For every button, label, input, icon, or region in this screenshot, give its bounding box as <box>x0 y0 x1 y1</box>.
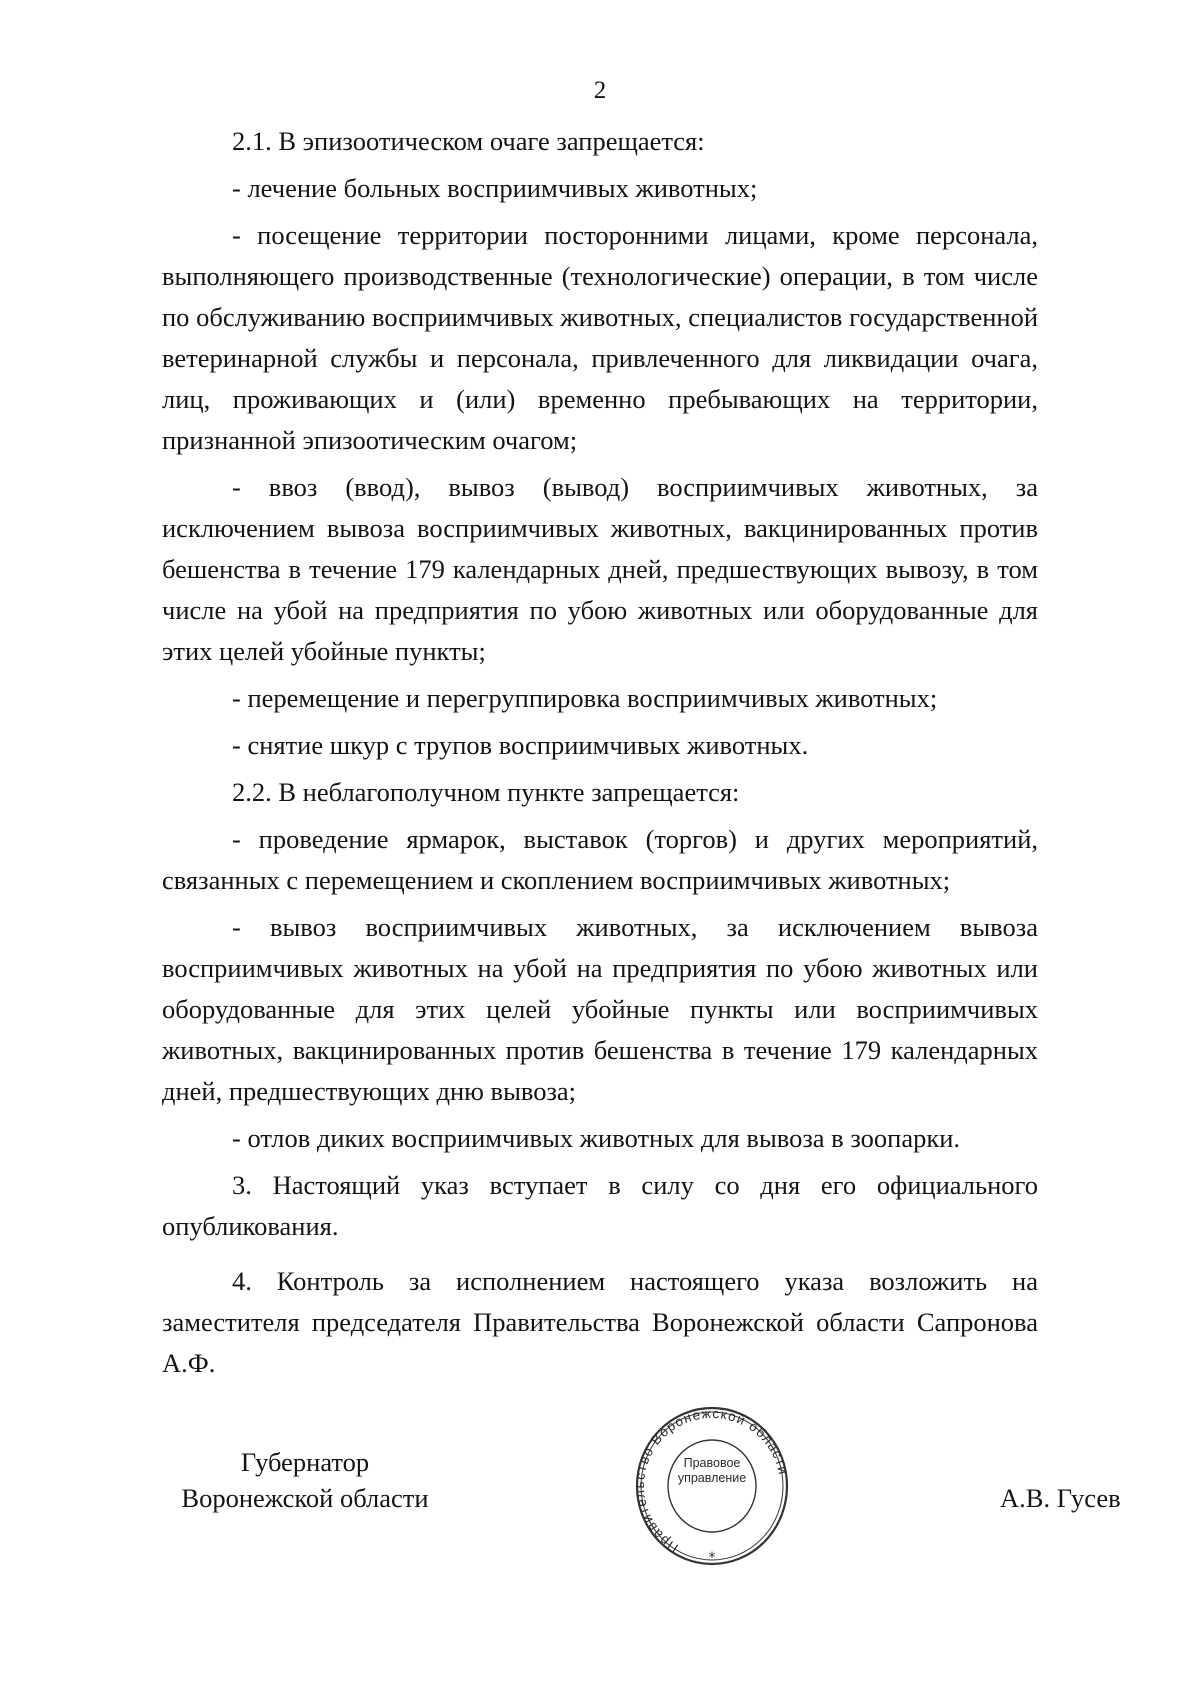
list-item-import-export-ban: - ввоз (ввод), вывоз (вывод) восприимчивых животных, за исключением вывоза восприимчивых животных, вакцинированных против бешенства в течение 179 календарных дней, предшествующих вывозу, в том числе на убой на предприятия по убою животных или оборудованные для этих целей убойные пункты; <box>162 472 1038 666</box>
paragraph-4: 4. Контроль за исполнением настоящего указа возложить на заместителя председателя Правительства Воронежской области Сапронова А.Ф. <box>162 1266 1038 1378</box>
paragraph-2-2-heading: 2.2. В неблагополучном пункте запрещается: <box>232 777 740 807</box>
stamp-graphic <box>632 1404 792 1574</box>
page-number: 2 <box>593 77 607 104</box>
signatory-title-line-2: Воронежской области <box>181 1483 429 1513</box>
official-seal-stamp <box>632 1404 792 1574</box>
stamp-ring-text: Правительство Воронежской области <box>632 1405 792 1556</box>
list-item-treatment-ban: - лечение больных восприимчивых животных; <box>232 173 758 203</box>
signatory-title-line-1: Губернатор <box>240 1447 370 1477</box>
stamp-inner-line-1: Правовое <box>683 1456 741 1470</box>
signatory-name: А.В. Гусев <box>1000 1483 1121 1513</box>
stamp-inner-line-2: управление <box>677 1471 747 1485</box>
list-item-removal-ban: - вывоз восприимчивых животных, за исключением вывоза восприимчивых животных на убой на предприятия по убою животных или оборудованные для этих целей убойные пункты или восприимчивых животных, вакцинированных против бешенства в течение 179 календарных дней, предшествующих дню вывоза; <box>162 912 1038 1106</box>
list-item-visit-ban: - посещение территории посторонними лицами, кроме персонала, выполняющего производственные (технологические) операции, в том числе по обслуживанию восприимчивых животных, специалистов государственной ветеринарной службы и персонала, привлеченного для ликвидации очага, лиц, проживающих и (или) временно пребывающих на территории, признанной эпизоотическим очагом; <box>162 220 1038 455</box>
signature-block <box>0 1405 1200 1674</box>
stamp-inner-text <box>672 1456 752 1486</box>
signatory-title <box>160 1444 450 1516</box>
svg-text:*: * <box>708 1550 716 1566</box>
list-item-capture-ban: - отлов диких восприимчивых животных для вывоза в зоопарки. <box>232 1123 961 1153</box>
list-item-skinning-ban: - снятие шкур с трупов восприимчивых животных. <box>232 730 809 760</box>
document-body <box>162 121 1038 1384</box>
list-item-fairs-ban: - проведение ярмарок, выставок (торгов) и других мероприятий, связанных с перемещением и скоплением восприимчивых животных; <box>162 824 1038 895</box>
paragraph-3: 3. Настоящий указ вступает в силу со дня его официального опубликования. <box>162 1170 1038 1241</box>
list-item-movement-ban: - перемещение и перегруппировка восприимчивых животных; <box>232 683 938 713</box>
paragraph-2-1-heading: 2.1. В эпизоотическом очаге запрещается: <box>232 126 705 156</box>
